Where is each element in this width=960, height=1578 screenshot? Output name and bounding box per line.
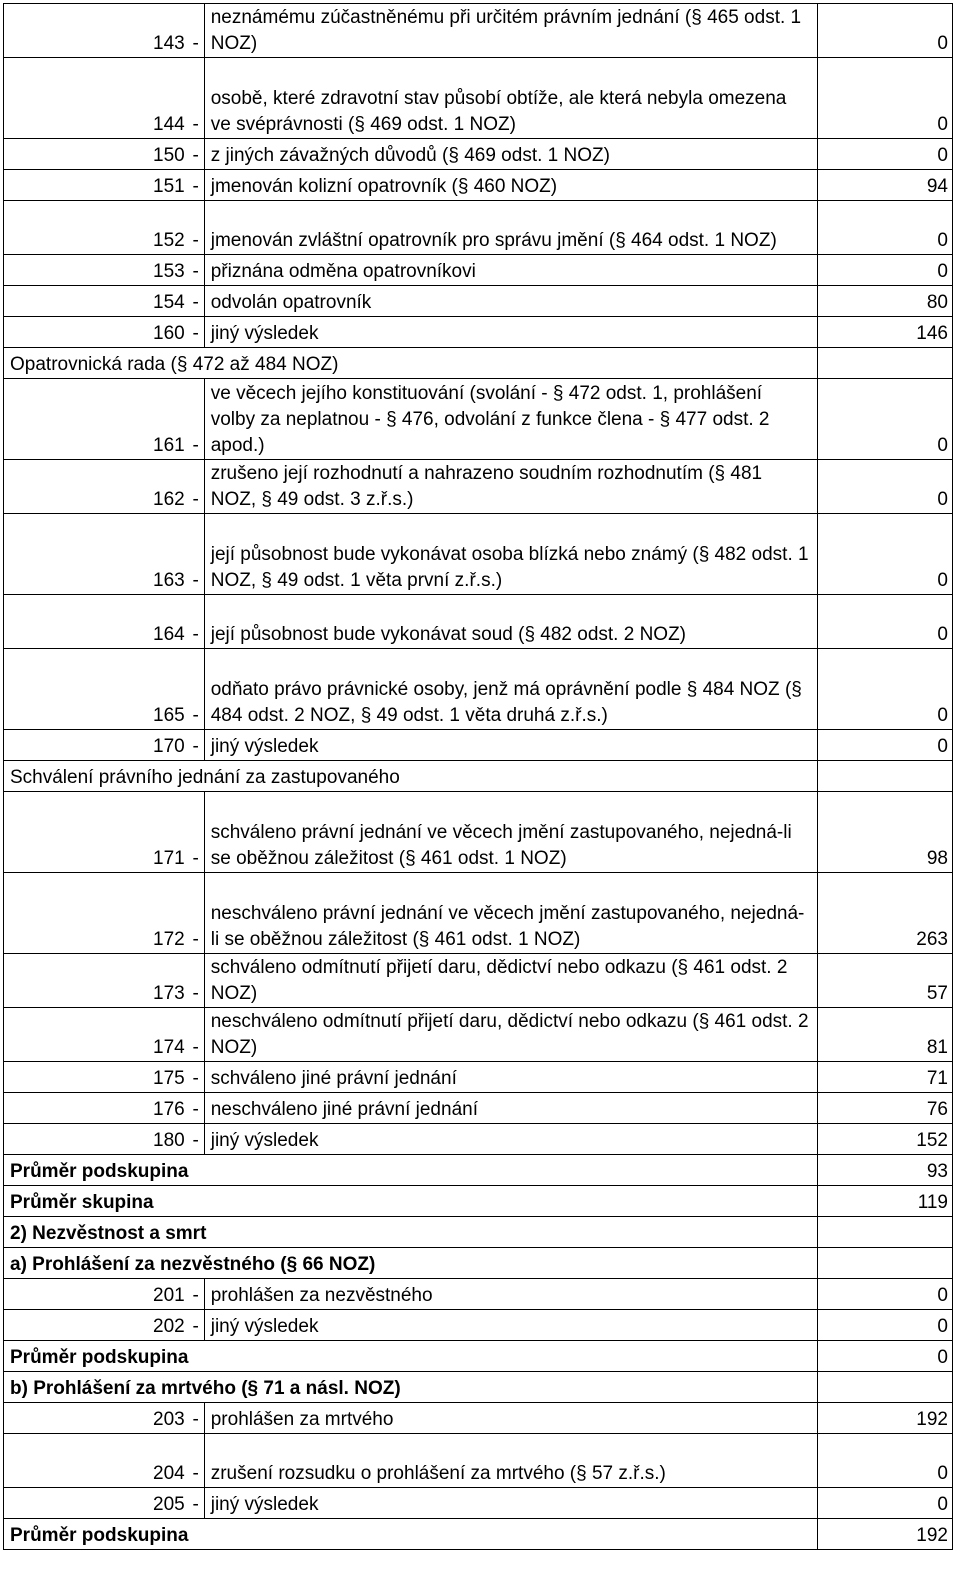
- table-row: [4, 255, 953, 286]
- table-body: [4, 4, 953, 1550]
- row-dash: -: [188, 1488, 205, 1519]
- row-value: 192: [818, 1519, 953, 1550]
- table-row: [4, 595, 953, 649]
- row-value: 152: [818, 1124, 953, 1155]
- row-dash: -: [188, 954, 205, 1008]
- row-code: 162: [4, 460, 188, 514]
- summary-label: 2) Nezvěstnost a smrt: [4, 1217, 818, 1248]
- row-value: 98: [818, 792, 953, 873]
- table-row: [4, 139, 953, 170]
- row-value: 93: [818, 1155, 953, 1186]
- row-dash: -: [188, 730, 205, 761]
- row-code: 165: [4, 649, 188, 730]
- row-description: přiznána odměna opatrovníkovi: [204, 255, 818, 286]
- row-description: neznámému zúčastněnému při určitém právním jednání (§ 465 odst. 1 NOZ): [204, 4, 818, 58]
- row-description: zrušeno její rozhodnutí a nahrazeno soudním rozhodnutím (§ 481 NOZ, § 49 odst. 3 z.ř.s.): [204, 460, 818, 514]
- row-code: 203: [4, 1403, 188, 1434]
- row-dash: -: [188, 514, 205, 595]
- row-dash: -: [188, 58, 205, 139]
- row-code: 161: [4, 379, 188, 460]
- table-row: [4, 1279, 953, 1310]
- table-row: [4, 1062, 953, 1093]
- row-value: 263: [818, 873, 953, 954]
- row-description: prohlášen za mrtvého: [204, 1403, 818, 1434]
- row-value: 0: [818, 1341, 953, 1372]
- row-description: neschváleno odmítnutí přijetí daru, dědictví nebo odkazu (§ 461 odst. 2 NOZ): [204, 1008, 818, 1062]
- row-code: 174: [4, 1008, 188, 1062]
- row-dash: -: [188, 255, 205, 286]
- row-dash: -: [188, 649, 205, 730]
- table-row: [4, 1124, 953, 1155]
- row-value: 0: [818, 1279, 953, 1310]
- row-code: 151: [4, 170, 188, 201]
- row-description: jmenován kolizní opatrovník (§ 460 NOZ): [204, 170, 818, 201]
- row-description: z jiných závažných důvodů (§ 469 odst. 1 NOZ): [204, 139, 818, 170]
- row-code: 163: [4, 514, 188, 595]
- summary-label: Průměr podskupina: [4, 1341, 818, 1372]
- table-row: [4, 460, 953, 514]
- row-value: 0: [818, 460, 953, 514]
- row-description: odvolán opatrovník: [204, 286, 818, 317]
- row-dash: -: [188, 460, 205, 514]
- table-row: [4, 201, 953, 255]
- row-code: 152: [4, 201, 188, 255]
- row-description: neschváleno jiné právní jednání: [204, 1093, 818, 1124]
- row-code: 160: [4, 317, 188, 348]
- row-value: 0: [818, 649, 953, 730]
- row-value: [818, 1372, 953, 1403]
- table-row: [4, 873, 953, 954]
- summary-row: [4, 1519, 953, 1550]
- row-value: 0: [818, 514, 953, 595]
- row-dash: -: [188, 1310, 205, 1341]
- row-code: 180: [4, 1124, 188, 1155]
- row-value: 76: [818, 1093, 953, 1124]
- table-row: [4, 514, 953, 595]
- row-code: 173: [4, 954, 188, 1008]
- row-description: jiný výsledek: [204, 317, 818, 348]
- row-value: 0: [818, 139, 953, 170]
- row-value: 57: [818, 954, 953, 1008]
- table-row: [4, 954, 953, 1008]
- row-code: 171: [4, 792, 188, 873]
- summary-label: b) Prohlášení za mrtvého (§ 71 a násl. NOZ): [4, 1372, 818, 1403]
- row-code: 143: [4, 4, 188, 58]
- row-code: 205: [4, 1488, 188, 1519]
- row-description: ve věcech jejího konstituování (svolání - § 472 odst. 1, prohlášení volby za neplatnou - § 476, odvolání z funkce člena - § 477 odst. 2 apod.): [204, 379, 818, 460]
- row-value: 81: [818, 1008, 953, 1062]
- row-dash: -: [188, 1279, 205, 1310]
- section-title: Schválení právního jednání za zastupovaného: [4, 761, 818, 792]
- row-description: odňato právo právnické osoby, jenž má oprávnění podle § 484 NOZ (§ 484 odst. 2 NOZ, § 49 odst. 1 věta druhá z.ř.s.): [204, 649, 818, 730]
- section-header-row: [4, 348, 953, 379]
- row-description: jiný výsledek: [204, 1124, 818, 1155]
- row-dash: -: [188, 286, 205, 317]
- row-description: jiný výsledek: [204, 1310, 818, 1341]
- row-description: schváleno právní jednání ve věcech jmění zastupovaného, nejedná-li se oběžnou záležitost (§ 461 odst. 1 NOZ): [204, 792, 818, 873]
- row-value: [818, 348, 953, 379]
- row-dash: -: [188, 1008, 205, 1062]
- row-description: schváleno jiné právní jednání: [204, 1062, 818, 1093]
- row-description: jmenován zvláštní opatrovník pro správu jmění (§ 464 odst. 1 NOZ): [204, 201, 818, 255]
- row-value: [818, 1217, 953, 1248]
- statistics-table: [3, 3, 953, 1550]
- table-row: [4, 170, 953, 201]
- summary-row: [4, 1248, 953, 1279]
- row-description: osobě, které zdravotní stav působí obtíže, ale která nebyla omezena ve svéprávnosti (§ 469 odst. 1 NOZ): [204, 58, 818, 139]
- summary-row: [4, 1372, 953, 1403]
- row-value: 0: [818, 255, 953, 286]
- row-dash: -: [188, 317, 205, 348]
- row-code: 201: [4, 1279, 188, 1310]
- row-value: 94: [818, 170, 953, 201]
- row-value: [818, 1248, 953, 1279]
- row-description: jiný výsledek: [204, 730, 818, 761]
- row-dash: -: [188, 1093, 205, 1124]
- row-value: [818, 761, 953, 792]
- row-dash: -: [188, 792, 205, 873]
- row-value: 0: [818, 1488, 953, 1519]
- summary-row: [4, 1217, 953, 1248]
- section-header-row: [4, 761, 953, 792]
- row-value: 80: [818, 286, 953, 317]
- table-row: [4, 792, 953, 873]
- row-value: 0: [818, 1434, 953, 1488]
- table-row: [4, 58, 953, 139]
- row-value: 0: [818, 595, 953, 649]
- row-value: 0: [818, 4, 953, 58]
- summary-label: a) Prohlášení za nezvěstného (§ 66 NOZ): [4, 1248, 818, 1279]
- row-description: prohlášen za nezvěstného: [204, 1279, 818, 1310]
- row-description: její působnost bude vykonávat soud (§ 482 odst. 2 NOZ): [204, 595, 818, 649]
- summary-label: Průměr podskupina: [4, 1519, 818, 1550]
- row-dash: -: [188, 1062, 205, 1093]
- table-row: [4, 317, 953, 348]
- row-description: zrušení rozsudku o prohlášení za mrtvého (§ 57 z.ř.s.): [204, 1434, 818, 1488]
- row-dash: -: [188, 1434, 205, 1488]
- row-dash: -: [188, 4, 205, 58]
- section-title: Opatrovnická rada (§ 472 až 484 NOZ): [4, 348, 818, 379]
- table-row: [4, 730, 953, 761]
- summary-row: [4, 1155, 953, 1186]
- row-code: 175: [4, 1062, 188, 1093]
- table-row: [4, 1310, 953, 1341]
- row-value: 71: [818, 1062, 953, 1093]
- row-code: 172: [4, 873, 188, 954]
- row-value: 146: [818, 317, 953, 348]
- row-dash: -: [188, 1403, 205, 1434]
- row-dash: -: [188, 201, 205, 255]
- summary-row: [4, 1341, 953, 1372]
- row-value: 0: [818, 58, 953, 139]
- row-dash: -: [188, 170, 205, 201]
- row-dash: -: [188, 139, 205, 170]
- row-value: 119: [818, 1186, 953, 1217]
- row-value: 0: [818, 730, 953, 761]
- table-row: [4, 1093, 953, 1124]
- table-row: [4, 286, 953, 317]
- row-code: 204: [4, 1434, 188, 1488]
- table-row: [4, 4, 953, 58]
- table-row: [4, 379, 953, 460]
- row-value: 0: [818, 201, 953, 255]
- row-code: 144: [4, 58, 188, 139]
- row-dash: -: [188, 379, 205, 460]
- row-value: 0: [818, 379, 953, 460]
- summary-label: Průměr podskupina: [4, 1155, 818, 1186]
- row-code: 202: [4, 1310, 188, 1341]
- row-code: 150: [4, 139, 188, 170]
- row-value: 0: [818, 1310, 953, 1341]
- row-code: 170: [4, 730, 188, 761]
- row-description: schváleno odmítnutí přijetí daru, dědictví nebo odkazu (§ 461 odst. 2 NOZ): [204, 954, 818, 1008]
- summary-row: [4, 1186, 953, 1217]
- summary-label: Průměr skupina: [4, 1186, 818, 1217]
- row-description: jiný výsledek: [204, 1488, 818, 1519]
- row-code: 153: [4, 255, 188, 286]
- row-value: 192: [818, 1403, 953, 1434]
- table-row: [4, 649, 953, 730]
- row-description: její působnost bude vykonávat osoba blízká nebo známý (§ 482 odst. 1 NOZ, § 49 odst. 1 věta první z.ř.s.): [204, 514, 818, 595]
- row-code: 164: [4, 595, 188, 649]
- table-row: [4, 1488, 953, 1519]
- row-code: 176: [4, 1093, 188, 1124]
- row-dash: -: [188, 595, 205, 649]
- table-row: [4, 1403, 953, 1434]
- row-description: neschváleno právní jednání ve věcech jmění zastupovaného, nejedná-li se oběžnou záležitost (§ 461 odst. 1 NOZ): [204, 873, 818, 954]
- table-row: [4, 1434, 953, 1488]
- row-code: 154: [4, 286, 188, 317]
- table-row: [4, 1008, 953, 1062]
- row-dash: -: [188, 873, 205, 954]
- row-dash: -: [188, 1124, 205, 1155]
